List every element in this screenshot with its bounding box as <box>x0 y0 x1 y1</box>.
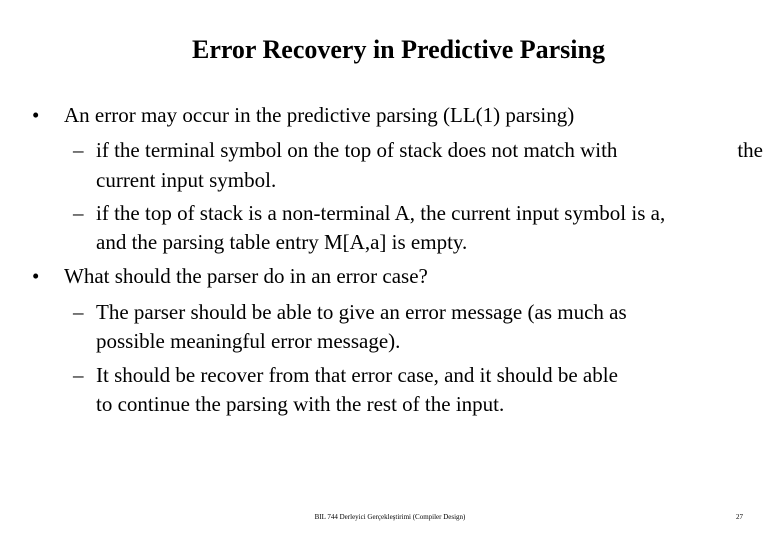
slide-title: Error Recovery in Predictive Parsing <box>191 35 605 64</box>
sub-bullet-text: possible meaningful error message). <box>96 329 401 353</box>
bullet-marker: • <box>32 264 40 288</box>
bullet-text: What should the parser do in an error case? <box>64 264 428 288</box>
sub-bullet-text: and the parsing table entry M[A,a] is empty. <box>96 230 468 254</box>
sub-bullet-text: to continue the parsing with the rest of the input. <box>96 392 505 416</box>
bullet-marker: • <box>32 103 40 127</box>
sub-bullet-marker: – <box>73 201 84 225</box>
sub-bullet-text-tail: the <box>737 138 763 162</box>
sub-bullet-text: current input symbol. <box>96 168 277 192</box>
sub-bullet-line <box>96 138 763 162</box>
sub-bullet-text: The parser should be able to give an error message (as much as <box>96 300 627 324</box>
bullet-text: An error may occur in the predictive parsing (LL(1) parsing) <box>64 103 575 127</box>
sub-bullet-text: if the terminal symbol on the top of stack does not match with <box>96 138 618 162</box>
sub-bullet-marker: – <box>73 138 84 162</box>
page-number: 27 <box>736 513 743 521</box>
slide-footer: BIL 744 Derleyici Gerçekleştirimi (Compiler Design) <box>314 513 466 521</box>
sub-bullet-marker: – <box>73 363 84 387</box>
sub-bullet-marker: – <box>73 300 84 324</box>
sub-bullet-text: It should be recover from that error case, and it should be able <box>96 363 618 387</box>
sub-bullet-text: if the top of stack is a non-terminal A, the current input symbol is a, <box>96 201 666 225</box>
